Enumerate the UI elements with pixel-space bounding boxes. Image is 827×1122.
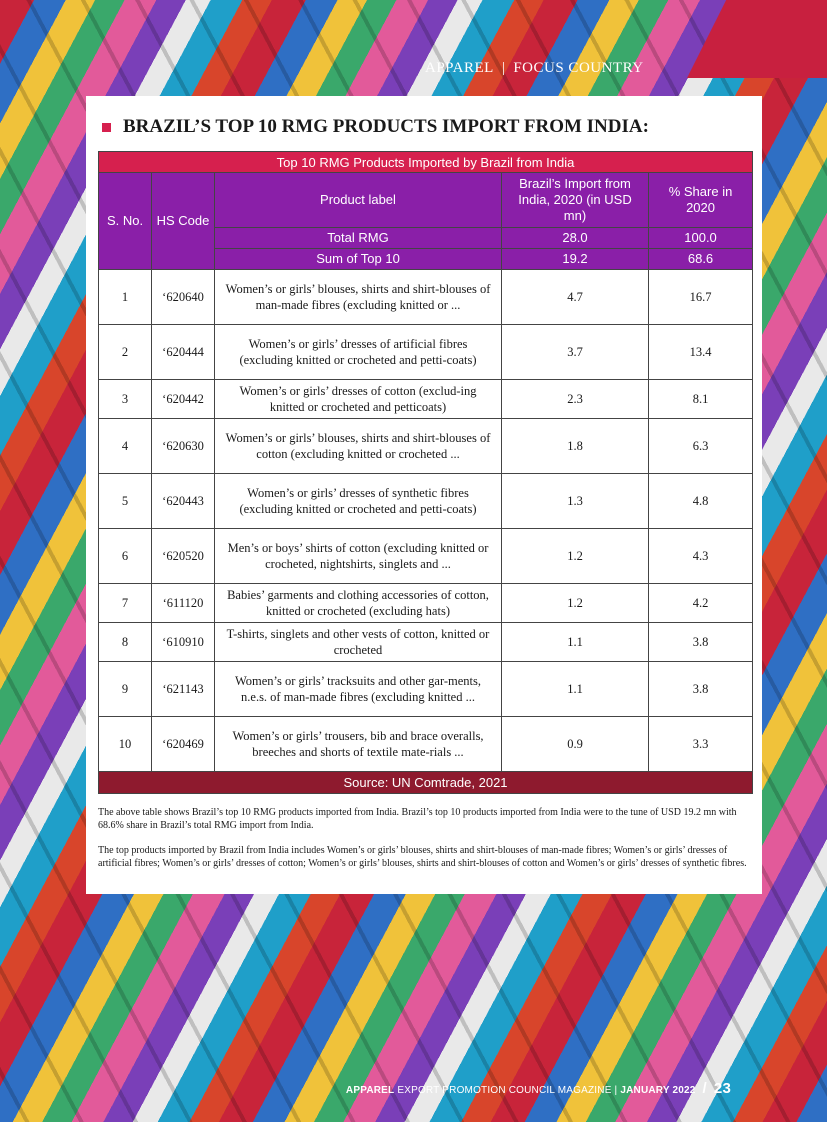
row-import: 1.8 bbox=[502, 419, 649, 474]
total-rmg-share: 100.0 bbox=[649, 228, 753, 249]
row-hs-code: ‘620469 bbox=[152, 717, 215, 772]
table-row bbox=[99, 623, 753, 662]
column-header-product-label: Product label bbox=[215, 173, 502, 228]
footer-slash: / bbox=[702, 1080, 707, 1097]
row-product-label: Women’s or girls’ tracksuits and other gar-ments, n.e.s. of man-made fibres (excluding knitted ... bbox=[215, 662, 502, 717]
footer-brand: APPAREL bbox=[345, 1085, 395, 1096]
table-row bbox=[99, 662, 753, 717]
header-magazine-name: APPAREL bbox=[425, 60, 494, 76]
row-share: 4.2 bbox=[649, 584, 753, 623]
row-share: 3.8 bbox=[649, 662, 753, 717]
row-sno: 9 bbox=[99, 662, 152, 717]
row-sno: 2 bbox=[99, 325, 152, 380]
row-sno: 5 bbox=[99, 474, 152, 529]
header-section-name: FOCUS COUNTRY bbox=[513, 60, 644, 76]
row-product-label: Women’s or girls’ dresses of artificial fibres (excluding knitted or crocheted and petti-coats) bbox=[215, 325, 502, 380]
row-import: 0.9 bbox=[502, 717, 649, 772]
row-sno: 3 bbox=[99, 380, 152, 419]
total-rmg-label: Total RMG bbox=[215, 228, 502, 249]
table-title: Top 10 RMG Products Imported by Brazil from India bbox=[99, 152, 753, 173]
row-product-label: Women’s or girls’ dresses of cotton (exclud-ing knitted or crocheted and petticoats) bbox=[215, 380, 502, 419]
table-row bbox=[99, 584, 753, 623]
table-title-row bbox=[99, 152, 753, 173]
bullet-square-icon bbox=[102, 123, 111, 132]
rmg-products-table bbox=[98, 151, 753, 794]
row-sno: 1 bbox=[99, 270, 152, 325]
row-hs-code: ‘620640 bbox=[152, 270, 215, 325]
total-rmg-import: 28.0 bbox=[502, 228, 649, 249]
table-source-row bbox=[99, 772, 753, 794]
row-product-label: Women’s or girls’ dresses of synthetic fibres (excluding knitted or crocheted and petti-coats) bbox=[215, 474, 502, 529]
sum-top10-import: 19.2 bbox=[502, 249, 649, 270]
section-heading-text: BRAZIL’S TOP 10 RMG PRODUCTS IMPORT FROM INDIA: bbox=[123, 116, 649, 137]
row-product-label: Women’s or girls’ blouses, shirts and shirt-blouses of cotton (excluding knitted or crocheted ... bbox=[215, 419, 502, 474]
page-number: 23 bbox=[713, 1080, 731, 1097]
row-hs-code: ‘611120 bbox=[152, 584, 215, 623]
row-hs-code: ‘621143 bbox=[152, 662, 215, 717]
footer-issue: JANUARY 2022 bbox=[620, 1085, 696, 1096]
row-hs-code: ‘620444 bbox=[152, 325, 215, 380]
sum-top10-label: Sum of Top 10 bbox=[215, 249, 502, 270]
table-source: Source: UN Comtrade, 2021 bbox=[99, 772, 753, 794]
top-products-paragraph: The top products imported by Brazil from India includes Women’s or girls’ blouses, shirts and shirt-blouses of man-made fibres; Women’s or girls’ dresses of artificial fibres; Women’s or girls’ dresses of cotton; Women’s or girls’ blouses, shirts and shirt-blouses of cotton and Women’s or girls’ dresses of synthetic fibres. bbox=[98, 845, 747, 869]
row-sno: 10 bbox=[99, 717, 152, 772]
page-header bbox=[425, 60, 644, 77]
footer-magazine-text: EXPORT PROMOTION COUNCIL MAGAZINE bbox=[397, 1085, 612, 1096]
row-share: 8.1 bbox=[649, 380, 753, 419]
row-product-label: Women’s or girls’ blouses, shirts and shirt-blouses of man-made fibres (excluding knitted or ... bbox=[215, 270, 502, 325]
table-row bbox=[99, 270, 753, 325]
row-import: 1.2 bbox=[502, 529, 649, 584]
section-heading bbox=[102, 116, 649, 138]
table-row bbox=[99, 380, 753, 419]
content-panel bbox=[86, 96, 762, 894]
row-sno: 8 bbox=[99, 623, 152, 662]
table-row bbox=[99, 325, 753, 380]
row-hs-code: ‘620520 bbox=[152, 529, 215, 584]
column-header-hs-code: HS Code bbox=[152, 173, 215, 270]
table-row bbox=[99, 419, 753, 474]
row-sno: 6 bbox=[99, 529, 152, 584]
corner-accent-shape bbox=[687, 0, 827, 78]
page-footer bbox=[346, 1080, 731, 1097]
column-header-share: % Share in 2020 bbox=[649, 173, 753, 228]
table-row bbox=[99, 474, 753, 529]
row-share: 13.4 bbox=[649, 325, 753, 380]
summary-paragraph: The above table shows Brazil’s top 10 RMG products imported from India. Brazil’s top 10 products imported from India were to the tune of USD 19.2 mn with 68.6% share in Brazil’s total RMG import from India. bbox=[98, 807, 737, 831]
sum-top10-share: 68.6 bbox=[649, 249, 753, 270]
row-share: 4.3 bbox=[649, 529, 753, 584]
row-share: 16.7 bbox=[649, 270, 753, 325]
row-share: 3.3 bbox=[649, 717, 753, 772]
row-import: 1.1 bbox=[502, 662, 649, 717]
row-hs-code: ‘610910 bbox=[152, 623, 215, 662]
row-product-label: Babies’ garments and clothing accessories of cotton, knitted or crocheted (excluding hats) bbox=[215, 584, 502, 623]
row-share: 6.3 bbox=[649, 419, 753, 474]
row-import: 3.7 bbox=[502, 325, 649, 380]
row-product-label: T-shirts, singlets and other vests of cotton, knitted or crocheted bbox=[215, 623, 502, 662]
table-header-row bbox=[99, 173, 753, 228]
row-hs-code: ‘620443 bbox=[152, 474, 215, 529]
header-separator: | bbox=[501, 60, 506, 76]
row-product-label: Men’s or boys’ shirts of cotton (excluding knitted or crocheted, nightshirts, singlets and ... bbox=[215, 529, 502, 584]
row-hs-code: ‘620442 bbox=[152, 380, 215, 419]
row-sno: 7 bbox=[99, 584, 152, 623]
table-row bbox=[99, 529, 753, 584]
row-import: 1.2 bbox=[502, 584, 649, 623]
row-share: 4.8 bbox=[649, 474, 753, 529]
row-import: 1.3 bbox=[502, 474, 649, 529]
table-row bbox=[99, 717, 753, 772]
row-import: 2.3 bbox=[502, 380, 649, 419]
row-import: 4.7 bbox=[502, 270, 649, 325]
column-header-import: Brazil’s Import from India, 2020 (in USD mn) bbox=[502, 173, 649, 228]
row-hs-code: ‘620630 bbox=[152, 419, 215, 474]
row-product-label: Women’s or girls’ trousers, bib and brace overalls, breeches and shorts of textile mate-rials ... bbox=[215, 717, 502, 772]
row-sno: 4 bbox=[99, 419, 152, 474]
footer-separator: | bbox=[614, 1085, 618, 1096]
row-share: 3.8 bbox=[649, 623, 753, 662]
column-header-sno: S. No. bbox=[99, 173, 152, 270]
row-import: 1.1 bbox=[502, 623, 649, 662]
